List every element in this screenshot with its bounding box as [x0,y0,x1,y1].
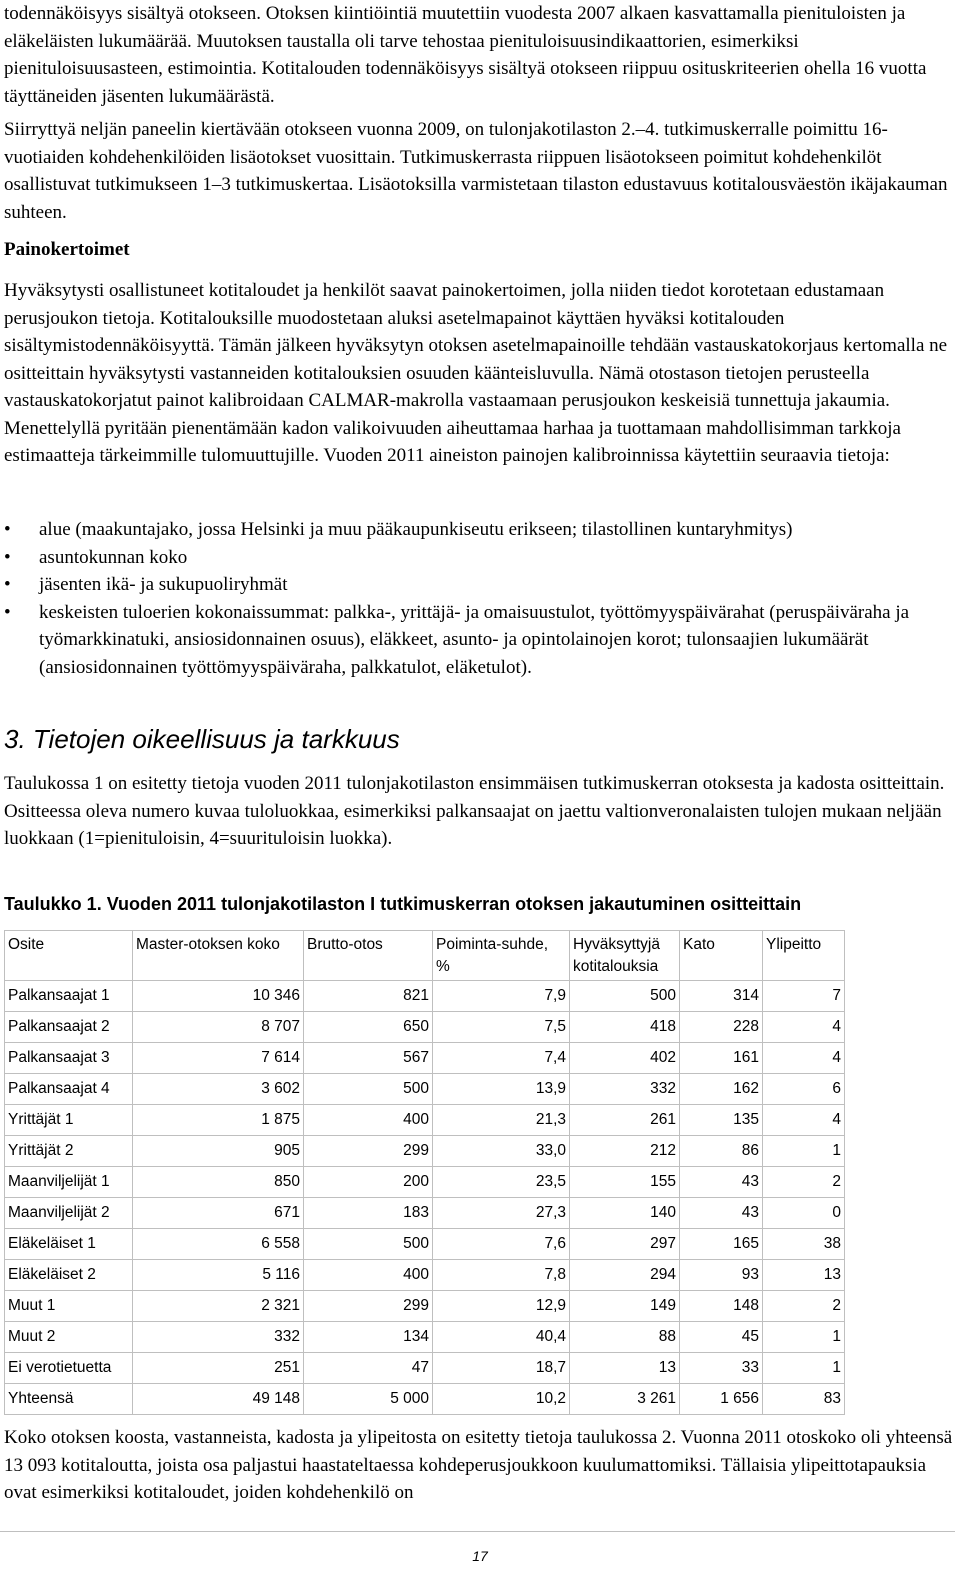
table-row [5,981,845,1012]
stratum-cell: Palkansaajat 2 [5,1012,133,1043]
value-cell: 500 [570,981,680,1012]
value-cell: 400 [304,1260,433,1291]
paragraph-table-intro: Taulukossa 1 on esitetty tietoja vuoden 2011 tulonjakotilaston ensimmäisen tutkimuskerran otoksesta ja kadosta ositteittain. Ositteessa oleva numero kuvaa tuloluokkaa, esimerkiksi palkansaajat on jaettu valtionveronalaisten tulojen mukaan neljään luokkaan (1=pienituloisin, 4=suurituloisin luokka). [4,773,945,849]
value-cell: 86 [680,1136,763,1167]
value-cell: 47 [304,1353,433,1384]
column-header: Brutto-otos [304,931,433,981]
list-item-text: jäsenten ikä- ja sukupuoliryhmät [39,574,288,595]
value-cell: 6 558 [133,1229,304,1260]
paragraph-sample-probability: todennäköisyys sisältyä otokseen. Otoksen kiintiöintiä muutettiin vuodesta 2007 alkaen kasvattamalla pienituloisten ja eläkeläisten lukumäärää. Muutoksen taustalla oli tarve tehostaa pienituloisuusindikaattorien, esimerkiksi pienituloisuusasteen, estimointia. Kotitalouden todennäköisyys sisältyä otokseen riippuu osituskriteerien ohella 16 vuotta täyttäneiden jäsenten lukumäärästä. [4,3,927,107]
value-cell: 500 [304,1229,433,1260]
value-cell: 5 000 [304,1384,433,1415]
column-header: Osite [5,931,133,981]
value-cell: 418 [570,1012,680,1043]
value-cell: 183 [304,1198,433,1229]
value-cell: 155 [570,1167,680,1198]
value-cell: 8 707 [133,1012,304,1043]
stratum-cell: Palkansaajat 1 [5,981,133,1012]
value-cell: 23,5 [433,1167,570,1198]
bullet-icon: • [4,546,11,568]
paragraph-sample-size: Koko otoksen koosta, vastanneista, kadosta ja ylipeitosta on esitetty tietoja taulukossa 2. Vuonna 2011 otoskoko oli yhteensä 13 093 kotitaloutta, joista osa paljastui haastateltaessa kohdeperusjoukkoon kuulumattomiksi. Tällaisia ylipeittotapauksia ovat esimerkiksi kotitaloudet, joiden kohdehenkilö on [4,1427,953,1503]
value-cell: 7,6 [433,1229,570,1260]
list-item [4,571,954,599]
table-caption: Taulukko 1. Vuoden 2011 tulonjakotilaston I tutkimuskerran otoksen jakautuminen ositteittain [4,894,802,914]
value-cell: 13 [570,1353,680,1384]
column-header: Hyväksyttyjä kotitalouksia [570,931,680,981]
table-row [5,1198,845,1229]
value-cell: 500 [304,1074,433,1105]
value-cell: 212 [570,1136,680,1167]
bullet-icon: • [4,601,11,623]
value-cell: 200 [304,1167,433,1198]
value-cell: 4 [763,1043,845,1074]
value-cell: 7,5 [433,1012,570,1043]
value-cell: 5 116 [133,1260,304,1291]
stratum-cell: Eläkeläiset 2 [5,1260,133,1291]
stratum-cell: Yrittäjät 2 [5,1136,133,1167]
list-item [4,516,954,544]
value-cell: 3 602 [133,1074,304,1105]
value-cell: 299 [304,1136,433,1167]
list-item-text: alue (maakuntajako, jossa Helsinki ja muu pääkaupunkiseutu erikseen; tilastollinen kuntaryhmitys) [39,519,793,540]
value-cell: 33 [680,1353,763,1384]
calibration-list [4,516,954,681]
value-cell: 7,4 [433,1043,570,1074]
value-cell: 10,2 [433,1384,570,1415]
value-cell: 135 [680,1105,763,1136]
bullet-icon: • [4,519,11,540]
value-cell: 49 148 [133,1384,304,1415]
list-item-text: keskeisten tuloerien kokonaissummat: palkka-, yrittäjä- ja omaisuustulot, työttömyyspäivärahat (peruspäiväraha ja työmarkkinatuki, ansiosidonnainen osuus), eläkkeet, asunto- ja opintolainojen korot; tulonsaajien lukumäärät (ansiosidonnainen työttömyyspäiväraha, palkkatulot, eläketulot). [39,601,910,678]
bullet-icon: • [4,574,11,595]
value-cell: 13,9 [433,1074,570,1105]
value-cell: 165 [680,1229,763,1260]
table-header-row [5,931,845,981]
column-header: Poiminta-suhde, % [433,931,570,981]
value-cell: 850 [133,1167,304,1198]
heading-weights: Painokertoimet [4,239,130,260]
value-cell: 33,0 [433,1136,570,1167]
value-cell: 3 261 [570,1384,680,1415]
value-cell: 297 [570,1229,680,1260]
strata-table [4,930,845,1415]
value-cell: 18,7 [433,1353,570,1384]
value-cell: 12,9 [433,1291,570,1322]
value-cell: 0 [763,1198,845,1229]
paragraph-rotating-panel: Siirryttyä neljän paneelin kiertävään otokseen vuonna 2009, on tulonjakotilaston 2.–4. tutkimuskerralle poimittu 16-vuotiaiden kohdehenkilöiden lisäotokset vuosittain. Tutkimuskerrasta riippuen lisäotokseen poimitut kohdehenkilöt osallistuvat tutkimukseen 1–3 tutkimuskertaa. Lisäotoksilla varmistetaan tilaston edustavuus kotitalousväestön ikäjakauman suhteen. [4,119,948,223]
column-header: Kato [680,931,763,981]
table-row [5,1043,845,1074]
value-cell: 43 [680,1167,763,1198]
list-item [4,599,954,682]
column-header: Ylipeitto [763,931,845,981]
stratum-cell: Palkansaajat 3 [5,1043,133,1074]
value-cell: 1 [763,1136,845,1167]
value-cell: 2 [763,1291,845,1322]
footer-divider [0,1531,955,1532]
value-cell: 140 [570,1198,680,1229]
section-title: 3. Tietojen oikeellisuus ja tarkkuus [4,724,400,754]
page-number: 17 [472,1548,488,1564]
paragraph-weights: Hyväksytysti osallistuneet kotitaloudet ja henkilöt saavat painokertoimen, jolla niiden tiedot korotetaan edustamaan perusjoukon tietoja. Kotitalouksille muodostetaan aluksi asetelmapainot käyttäen hyväksi kotitalouden sisältymistodennäköisyyttä. Tämän jälkeen hyväksytyn otoksen asetelmapainoille tehdään vastauskatokorjaus kertomalla ne ositteittain hyväksytysti vastanneiden kotitalouksien osuuden käänteisluvulla. Nämä otostason tietojen perusteella vastauskatokorjatut painot kalibroidaan CALMAR-makrolla vastaamaan perusjoukon keskeisiä tunnettuja jakaumia. Menettelyllä pyritään pienentämään kadon valikoivuuden aiheuttamaa harhaa ja tuottamaan mahdollisimman tarkkoja estimaatteja tärkeimmille tulomuuttujille. Vuoden 2011 aineiston painojen kalibroinnissa käytettiin seuraavia tietoja: [4,280,948,466]
value-cell: 88 [570,1322,680,1353]
value-cell: 821 [304,981,433,1012]
value-cell: 1 [763,1322,845,1353]
value-cell: 314 [680,981,763,1012]
table-row [5,1136,845,1167]
table-row [5,1384,845,1415]
stratum-cell: Ei verotietuetta [5,1353,133,1384]
value-cell: 7,8 [433,1260,570,1291]
value-cell: 83 [763,1384,845,1415]
value-cell: 162 [680,1074,763,1105]
stratum-cell: Yhteensä [5,1384,133,1415]
table-row [5,1167,845,1198]
value-cell: 40,4 [433,1322,570,1353]
value-cell: 251 [133,1353,304,1384]
list-item [4,544,954,572]
value-cell: 1 656 [680,1384,763,1415]
value-cell: 6 [763,1074,845,1105]
value-cell: 149 [570,1291,680,1322]
value-cell: 93 [680,1260,763,1291]
list-item-text: asuntokunnan koko [39,546,188,568]
stratum-cell: Palkansaajat 4 [5,1074,133,1105]
value-cell: 332 [570,1074,680,1105]
value-cell: 905 [133,1136,304,1167]
value-cell: 1 [763,1353,845,1384]
value-cell: 2 [763,1167,845,1198]
value-cell: 10 346 [133,981,304,1012]
value-cell: 261 [570,1105,680,1136]
value-cell: 402 [570,1043,680,1074]
value-cell: 7,9 [433,981,570,1012]
value-cell: 7 [763,981,845,1012]
table-row [5,1322,845,1353]
value-cell: 228 [680,1012,763,1043]
value-cell: 294 [570,1260,680,1291]
value-cell: 332 [133,1322,304,1353]
value-cell: 38 [763,1229,845,1260]
value-cell: 161 [680,1043,763,1074]
table-row [5,1229,845,1260]
table-row [5,1260,845,1291]
value-cell: 567 [304,1043,433,1074]
value-cell: 2 321 [133,1291,304,1322]
value-cell: 27,3 [433,1198,570,1229]
table-row [5,1012,845,1043]
stratum-cell: Muut 1 [5,1291,133,1322]
table-row [5,1291,845,1322]
value-cell: 7 614 [133,1043,304,1074]
value-cell: 134 [304,1322,433,1353]
value-cell: 650 [304,1012,433,1043]
stratum-cell: Eläkeläiset 1 [5,1229,133,1260]
stratum-cell: Yrittäjät 1 [5,1105,133,1136]
value-cell: 400 [304,1105,433,1136]
stratum-cell: Muut 2 [5,1322,133,1353]
value-cell: 4 [763,1012,845,1043]
table-row [5,1074,845,1105]
value-cell: 148 [680,1291,763,1322]
table-row [5,1353,845,1384]
value-cell: 4 [763,1105,845,1136]
value-cell: 21,3 [433,1105,570,1136]
value-cell: 13 [763,1260,845,1291]
value-cell: 45 [680,1322,763,1353]
value-cell: 1 875 [133,1105,304,1136]
value-cell: 43 [680,1198,763,1229]
stratum-cell: Maanviljelijät 2 [5,1198,133,1229]
table-row [5,1105,845,1136]
stratum-cell: Maanviljelijät 1 [5,1167,133,1198]
value-cell: 299 [304,1291,433,1322]
column-header: Master-otoksen koko [133,931,304,981]
table-body [5,981,845,1415]
value-cell: 671 [133,1198,304,1229]
